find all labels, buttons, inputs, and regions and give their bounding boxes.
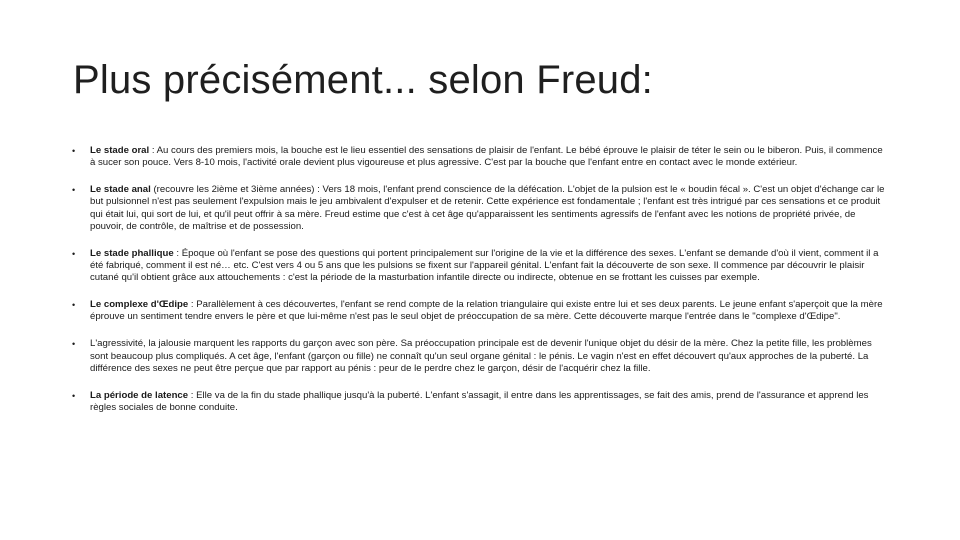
bullet-dot-icon: • [72,300,76,311]
slide-title: Plus précisément... selon Freud: [73,58,653,102]
bullet-term: Le stade anal [90,184,151,196]
bullet-text: : Époque où l'enfant se pose des questions qui portent principalement sur l'origine de la vie et la différence des sexes. L'enfant se demande d'où il vient, comment il a été fabriqué, comment il est né… etc. C'est vers 4 ou 5 ans que les pulsions se fixent sur l'appareil génital. L'enfant fait la découverte de son sexe. Il commence par découvrir le plaisir cutané qu'il obtient grâce aux attouchements : c'est la période de la masturbation infantile directe ou indirecte, obtenue en se frottant les cuisses par exemple. [90,247,879,284]
bullet-dot-icon: • [72,390,76,401]
bullet-text: : Elle va de la fin du stade phallique jusqu'à la puberté. L'enfant s'assagit, il entre dans les apprentissages, se fait des amis, prend de l'assurance et apprend les règles sociales de bonne conduite. [90,389,869,414]
bullet-term: Le complexe d'Œdipe [90,299,189,311]
bullet-text: L'agressivité, la jalousie marquent les rapports du garçon avec son père. Sa préoccupation principale est de devenir l'unique objet du désir de la mère. Chez la petite fille, les problèmes sont beaucoup plus compliqués. A cet âge, l'enfant (garçon ou fille) ne connaît qu'un seul organe génital : le pénis. Le vagin n'est en effet découvert qu'aux approches de la puberté. La différence des sexes ne peut être perçue que par rapport au pénis : peur de le perdre chez le garçon, désir de l'acquérir chez la fille. [90,338,872,374]
bullet-list [72,145,888,429]
bullet-dot-icon: • [72,146,76,156]
bullet-term: Le stade oral [90,145,150,156]
bullet-item [72,338,888,375]
bullet-dot-icon: • [72,339,76,350]
bullet-item [72,390,888,414]
bullet-item [72,145,888,169]
bullet-term: La période de latence [90,389,189,401]
bullet-term: Le stade phallique [90,247,174,259]
bullet-item [72,248,888,285]
bullet-text: : Parallèlement à ces découvertes, l'enfant se rend compte de la relation triangulaire qui existe entre lui et ses deux parents. Le jeune enfant s'aperçoit que la mère éprouve un sentiment tendre envers le père et que lui-même n'est pas le seul objet de préoccupation de sa mère. Cette découverte marque l'entrée dans le "complexe d'Œdipe". [90,299,883,323]
bullet-item [72,299,888,323]
bullet-dot-icon: • [72,248,76,259]
bullet-text: : Au cours des premiers mois, la bouche est le lieu essentiel des sensations de plaisir de l'enfant. Le bébé éprouve le plaisir de téter le sein ou le biberon. Puis, il commence à sucer son pouce. Vers 8-10 mois, l'activité orale devient plus vigoureuse et plus agressive. C'est par la bouche que l'enfant entre en contact avec le monde extérieur. [90,145,883,169]
bullet-text: (recouvre les 2ième et 3ième années) : Vers 18 mois, l'enfant prend conscience de la défécation. L'objet de la pulsion est le « boudin fécal ». C'est un objet d'échange car le but pulsionnel n'est pas seulement l'expulsion mais le jeu ambivalent d'expulser et de retenir. Cette expérience est fondamentale ; l'enfant est très intrigué par ces sensations et ce produit qui était lui, qui sort de lui, et qu'il peut offrir à sa mère. Freud estime que c'est à cet âge qu'apparaissent les sentiments agressifs de l'enfant avec les notions de propriété privée, de pouvoir, de contrôle, de maîtrise et de possession. [90,184,885,232]
bullet-item [72,184,888,233]
bullet-dot-icon: • [72,185,76,196]
